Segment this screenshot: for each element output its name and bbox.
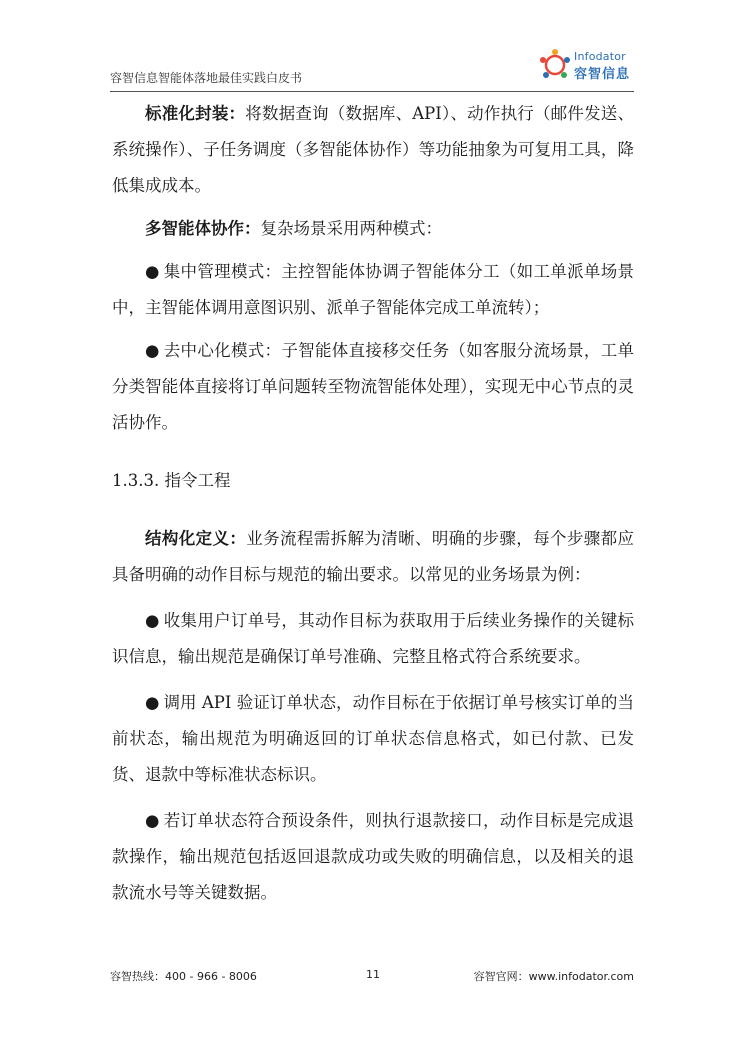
bullet-icon: ● [145,611,160,630]
bullet-text: 去中心化模式：子智能体直接移交任务（如客服分流场景，工单分类智能体直接将订单问题转至物流智能体处理），实现无中心节点的灵活协作。 [112,341,635,432]
paragraph-standard-packaging [112,96,634,204]
bullet-icon: ● [145,341,160,360]
page-header [110,44,634,92]
bullet-execute-refund [112,803,634,911]
page-number: 11 [366,968,380,981]
bullet-centralized [112,254,634,326]
paragraph-text: 将数据查询（数据库、API）、动作执行（邮件发送、系统操作）、子任务调度（多智能体协作）等功能抽象为可复用工具，降低集成成本。 [112,104,635,195]
paragraph-text: 业务流程需拆解为清晰、明确的步骤，每个步骤都应具备明确的动作目标与规范的输出要求。以常见的业务场景为例： [112,529,634,584]
header-divider [110,91,634,92]
bullet-text: 调用 API 验证订单状态，动作目标在于依据订单号核实订单的当前状态，输出规范为明确返回的订单状态信息格式，如已付款、已发货、退款中等标准状态标识。 [112,693,634,784]
logo-mark-icon [538,48,572,82]
logo-chinese-text: 容智信息 [574,67,631,82]
term-standard-packaging: 标准化封装： [145,104,246,123]
footer-website: 容智官网：www.infodator.com [473,970,634,983]
bullet-text: 若订单状态符合预设条件，则执行退款接口，动作目标是完成退款操作，输出规范包括返回退款成功或失败的明确信息，以及相关的退款流水号等关键数据。 [112,811,635,902]
page-footer [110,968,634,988]
bullet-verify-status [112,685,634,793]
header-title: 容智信息智能体落地最佳实践白皮书 [110,71,303,85]
paragraph-multi-agent [112,211,634,247]
logo-english-text: Infodator [574,50,626,63]
paragraph-structured-definition [112,521,634,593]
bullet-icon: ● [145,262,160,281]
paragraph-text: 复杂场景采用两种模式： [260,219,442,238]
section-heading: 1.3.3. 指令工程 [112,471,231,490]
bullet-collect-order [112,603,634,675]
bullet-decentralized [112,333,634,441]
term-multi-agent: 多智能体协作： [145,219,261,238]
term-structured-definition: 结构化定义： [145,529,247,548]
footer-hotline: 容智热线：400 - 966 - 8006 [110,970,257,983]
bullet-text: 集中管理模式：主控智能体协调子智能体分工（如工单派单场景中，主智能体调用意图识别、派单子智能体完成工单流转）； [112,262,635,317]
document-body [112,96,634,911]
bullet-icon: ● [145,811,160,830]
bullet-icon: ● [145,693,160,712]
company-logo [538,44,634,84]
bullet-text: 收集用户订单号，其动作目标为获取用于后续业务操作的关键标识信息，输出规范是确保订单号准确、完整且格式符合系统要求。 [112,611,635,666]
